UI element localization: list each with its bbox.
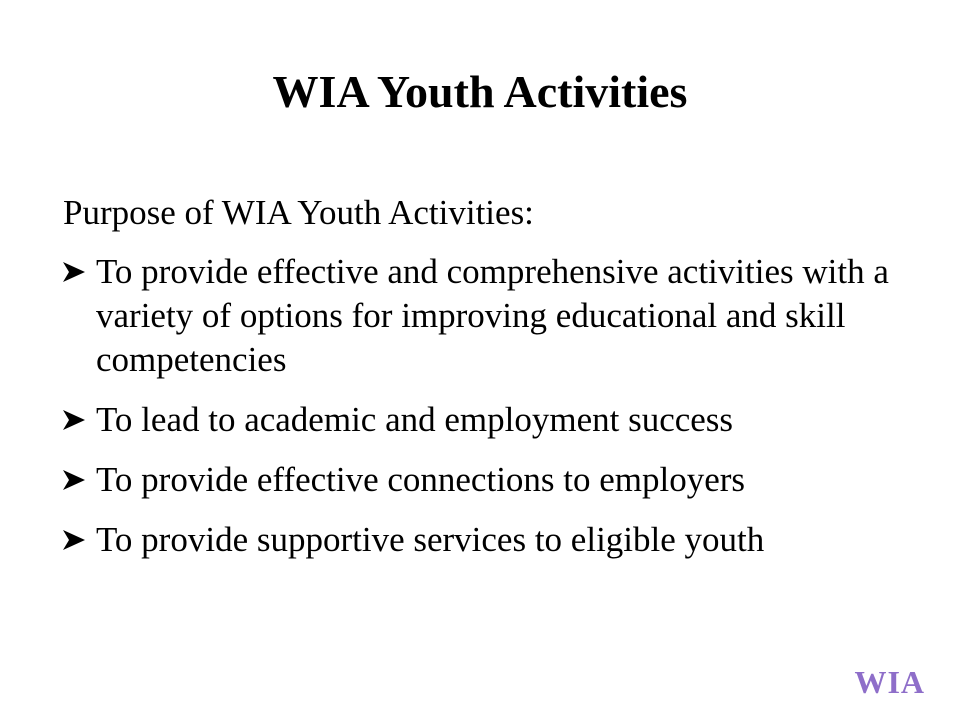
arrowhead-bullet-icon (63, 410, 85, 430)
bullet-list (63, 250, 923, 578)
bullet-text: To provide effective connections to employers (96, 460, 746, 499)
bullet-text: To provide effective and comprehensive activities with a variety of options for improving educational and skill competencies (96, 252, 889, 379)
arrowhead-bullet-icon (63, 262, 85, 282)
wia-logo: WIA (854, 664, 925, 700)
bullet-item (63, 398, 923, 442)
arrowhead-bullet-icon (63, 530, 85, 550)
bullet-item (63, 458, 923, 502)
bullet-item (63, 250, 923, 382)
bullet-text: To provide supportive services to eligible youth (96, 520, 765, 559)
bullet-item (63, 518, 923, 562)
slide-title: WIA Youth Activities (272, 66, 688, 117)
bullet-text: To lead to academic and employment success (96, 400, 734, 439)
arrowhead-bullet-icon (63, 470, 85, 490)
intro-text: Purpose of WIA Youth Activities: (63, 193, 534, 232)
